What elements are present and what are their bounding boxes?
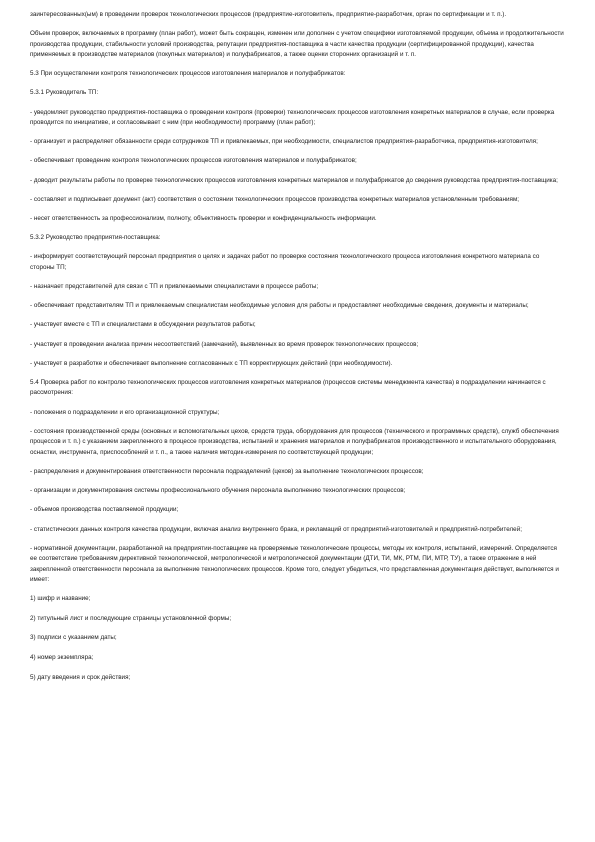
list-item: - уведомляет руководство предприятия-поставщика о проведении контроля (проверки) технологических процессов изготовления конкретных материалов в случае, если проверка проводится по инициативе, и согласовывает с ним (при необходимости) программу (план работ); (30, 108, 555, 127)
list-item: - распределения и документирования ответственности персонала подразделений (цехов) за выполнение технологических процессов; (30, 467, 424, 475)
numbered-item: 1) шифр и название; (30, 595, 91, 603)
list-item: - нормативной документации, разработанной на предприятии-поставщике на проверяемые технологические процессы, методы их контроля, испытаний, измерений. Определяется ее соответствие требованиям директивной технологической, метрологической и метрологической документации (ДТИ, ТИ, МК, РТМ, ПИ, МТР, ТУ), а также отражение в ней закрепленной ответственности персонала за выполнение технологических процессов. Кроме того, следует убедиться, что представленная документация действует, выполняется и имеет: (30, 544, 559, 583)
document-page (30, 10, 565, 692)
numbered-item: 4) номер экземпляра; (30, 653, 94, 661)
paragraph-intro-continuation: заинтересованных(ым) в проведении проверок технологических процессов (предприятие-изготовитель, предприятие-разработчик, орган по сертификации и т. п.). (30, 11, 507, 18)
section-heading-5-3: 5.3 При осуществлении контроля технологических процессов изготовления материалов и полуфабрикатов: (30, 70, 346, 78)
paragraph-scope-of-checks: Объем проверок, включаемых в программу (план работ), может быть сокращен, изменен или дополнен с учетом специфики изготовляемой продукции, объема и продолжительности производства продукции, стабильности условий производства, репутации предприятия-поставщика в части качества продукции (сертифицированной продукции), качества применяемых в производстве материалов (покупных материалов) и полуфабрикатов, а также оценки сторонних организаций и т. п. (30, 30, 564, 59)
list-item: - положения о подразделении и его организационной структуры; (30, 408, 220, 416)
list-item: - доводит результаты работы по проверке технологических процессов изготовления конкретных материалов и полуфабрикатов до сведения руководства предприятия-поставщика; (30, 176, 558, 184)
list-item: - составляет и подписывает документ (акт) соответствия о состоянии технологических процессов производства конкретных материалов установленным требованиям; (30, 195, 520, 203)
numbered-item: 2) титульный лист и последующие страницы установленной формы; (30, 614, 232, 622)
list-item: - обеспечивает проведение контроля технологических процессов изготовления материалов и полуфабрикатов; (30, 157, 357, 165)
list-item: - участвует в проведении анализа причин несоответствий (замечаний), выявленных во время проверок технологических процессов; (30, 340, 419, 348)
numbered-item: 3) подписи с указанием даты; (30, 634, 117, 642)
list-item: - обеспечивает представителям ТП и привлекаемым специалистам необходимые условия для работы и предоставляет необходимые сведения, документы и материалы; (30, 302, 529, 310)
section-heading-5-4: 5.4 Проверка работ по контролю технологических процессов изготовления конкретных материалов (процессов системы менеджмента качества) в подразделении начинается с рассмотрения: (30, 379, 546, 397)
list-item: - организует и распределяет обязанности среди сотрудников ТП и привлекаемых, при необходимости, специалистов предприятия-разработчика, предприятия-изготовителя; (30, 138, 538, 146)
list-item: - информирует соответствующий персонал предприятия о целях и задачах работ по проверке состояния технологического процесса изготовления конкретного материала со стороны ТП; (30, 253, 540, 271)
list-item: - участвует вместе с ТП и специалистами в обсуждении результатов работы; (30, 321, 256, 329)
list-item: - участвует в разработке и обеспечивает выполнение согласованных с ТП корректирующих действий (при необходимости). (30, 359, 393, 367)
list-item: - несет ответственность за профессионализм, полноту, объективность проверки и конфиденциальность информации. (30, 215, 377, 223)
numbered-item: 5) дату введения и срок действия; (30, 673, 131, 681)
list-item: - статистических данных контроля качества продукции, включая анализ внутреннего брака, и рекламаций от предприятий-изготовителей и предприятий-потребителей; (30, 525, 522, 533)
section-heading-5-3-2: 5.3.2 Руководство предприятия-поставщика: (30, 234, 161, 242)
list-item: - состояния производственной среды (основных и вспомогательных цехов, средств труда, оборудования для процессов (технического и программных средств), служб обеспечения процессов и т. п.) с указанием закрепленного в процессе производства, испытаний и хранения материалов и полуфабрикатов производственного и испытательного оборудования, оснастки, инструмента, приспособлений и т. п., а также наличия методик-измерения по соответствующей продукции; (30, 427, 559, 456)
list-item: - объемов производства поставляемой продукции; (30, 506, 179, 514)
list-item: - назначает представителей для связи с ТП и привлекаемыми специалистами в процессе работы; (30, 283, 319, 291)
section-heading-5-3-1: 5.3.1 Руководитель ТП: (30, 89, 99, 97)
list-item: - организации и документирования системы профессионального обучения персонала выполнению технологических процессов; (30, 487, 406, 495)
